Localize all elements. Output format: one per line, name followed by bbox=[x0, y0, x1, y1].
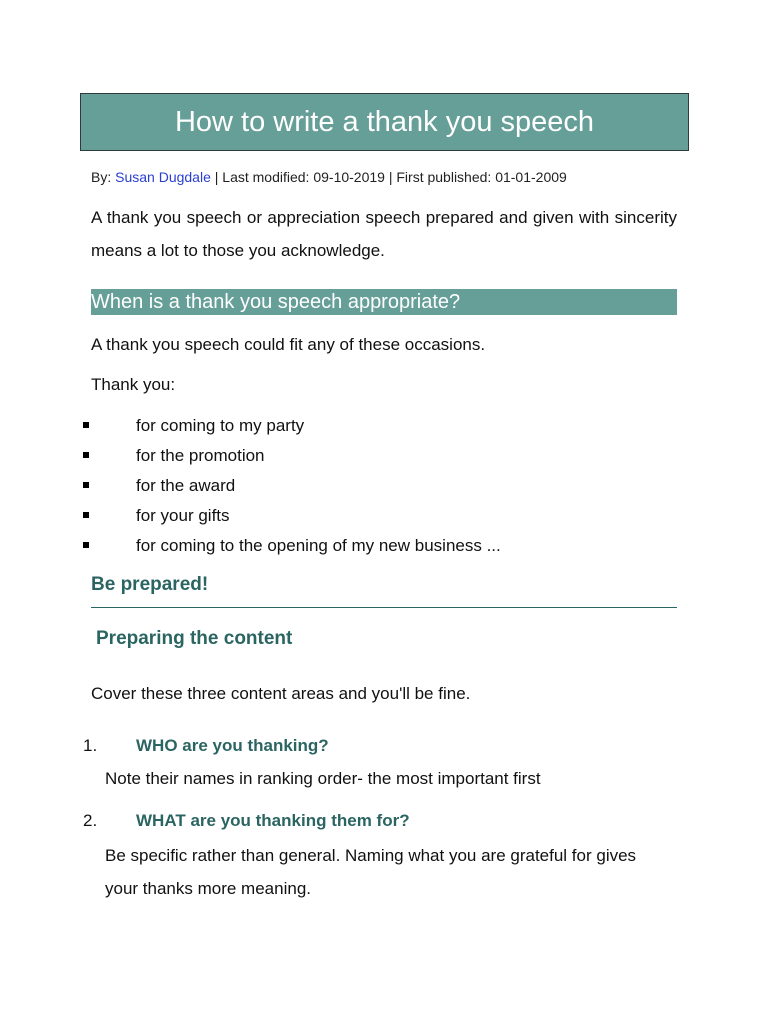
bullet-square-icon bbox=[83, 542, 89, 548]
bullet-square-icon bbox=[83, 422, 89, 428]
byline-prefix: By: bbox=[91, 169, 116, 185]
section-heading-appropriate: When is a thank you speech appropriate? bbox=[91, 289, 677, 315]
item-text-who: Note their names in ranking order- the most important first bbox=[105, 769, 541, 788]
list-item-text: for the award bbox=[136, 476, 236, 495]
list-item-text: for the promotion bbox=[136, 446, 265, 465]
item-number: 1. bbox=[83, 736, 98, 755]
byline-dates: | Last modified: 09-10-2019 | First published: 01-01-2009 bbox=[210, 169, 567, 185]
bullet-square-icon bbox=[83, 482, 89, 488]
content-areas-paragraph: Cover these three content areas and you'll be fine. bbox=[91, 684, 471, 703]
bullet-square-icon bbox=[83, 512, 89, 518]
intro-paragraph: A thank you speech or appreciation speech prepared and given with sincerity means a lot to those you acknowledge. bbox=[91, 208, 677, 260]
author-link[interactable]: Susan Dugdale bbox=[115, 169, 211, 185]
page-title: How to write a thank you speech bbox=[174, 105, 595, 138]
list-item-text: for your gifts bbox=[136, 506, 230, 525]
title-banner bbox=[80, 93, 689, 151]
item-heading-what: WHAT are you thanking them for? bbox=[136, 811, 410, 830]
item-heading-who: WHO are you thanking? bbox=[136, 736, 329, 755]
occasions-paragraph: A thank you speech could fit any of these occasions. bbox=[91, 335, 486, 354]
bullet-square-icon bbox=[83, 452, 89, 458]
byline bbox=[91, 169, 567, 185]
preparing-content-heading: Preparing the content bbox=[96, 628, 293, 649]
thank-you-label: Thank you: bbox=[91, 375, 176, 394]
list-item-text: for coming to the opening of my new business ... bbox=[136, 536, 501, 555]
list-item-text: for coming to my party bbox=[136, 416, 305, 435]
section-divider bbox=[91, 607, 677, 608]
item-number: 2. bbox=[83, 811, 98, 830]
be-prepared-heading: Be prepared! bbox=[91, 574, 209, 595]
item-text-what: Be specific rather than general. Naming what you are grateful for gives your thanks more meaning. bbox=[105, 846, 637, 898]
